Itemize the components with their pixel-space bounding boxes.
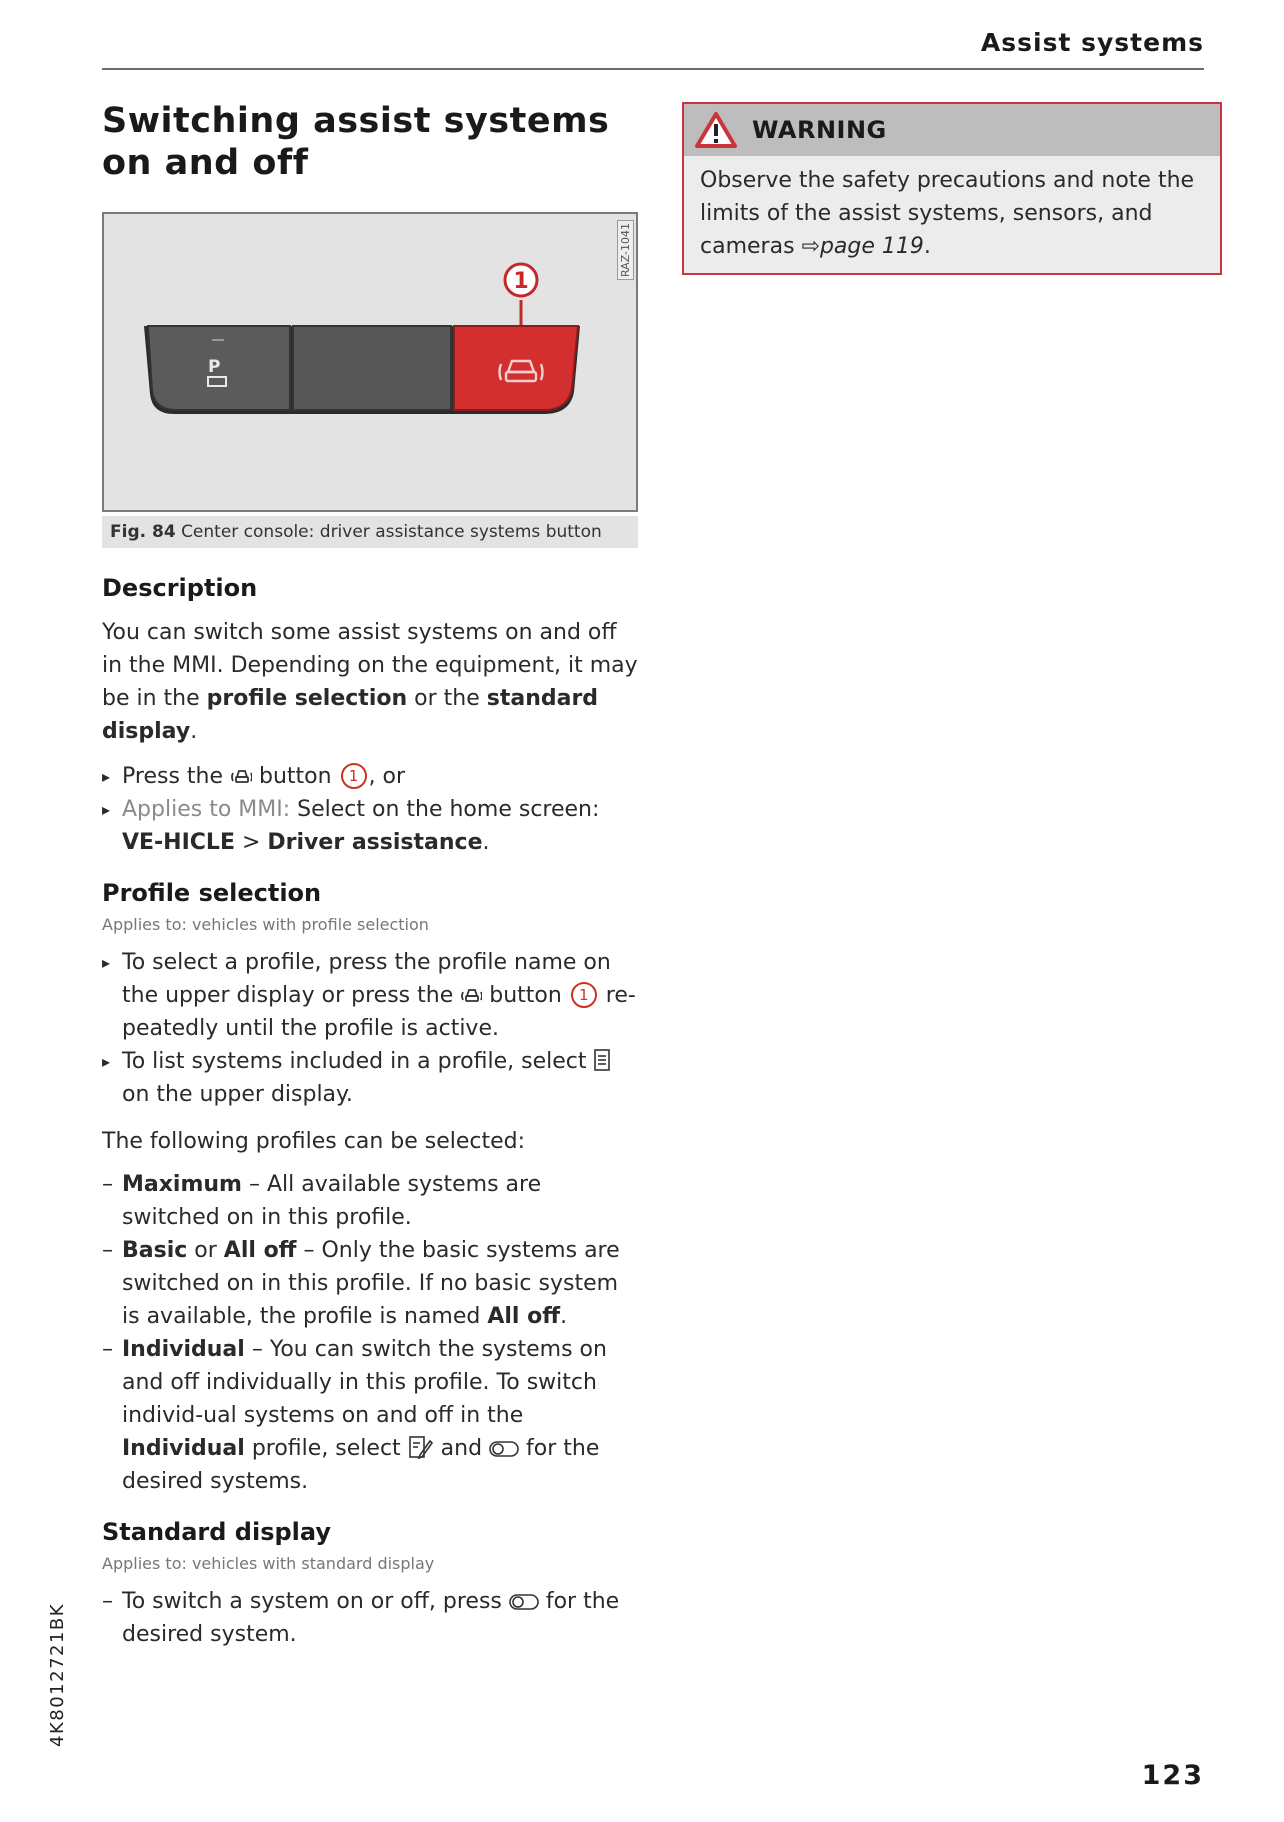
standard-display-heading: Standard display: [102, 1518, 331, 1546]
warning-triangle-icon: [694, 111, 738, 149]
toggle-icon: [509, 1592, 539, 1612]
all-off-term: All off: [223, 1238, 297, 1263]
callout-1-icon: 1: [341, 763, 367, 789]
title-line-1: Switching assist systems: [102, 101, 610, 141]
vehicle-menu-term: VE-HICLE: [122, 830, 235, 855]
main-column: [102, 100, 642, 1651]
basic-or: or: [187, 1238, 224, 1263]
parking-icon: P: [208, 357, 221, 377]
toggle-icon: [489, 1439, 519, 1459]
warning-end: .: [923, 234, 931, 259]
edit-list-icon: [408, 1435, 434, 1459]
car-assist-icon: [230, 767, 252, 787]
figure-label: Fig. 84: [110, 522, 176, 542]
list-icon: [593, 1048, 611, 1072]
standard-display-list: [102, 1585, 642, 1651]
profile-individual: [102, 1333, 642, 1498]
basic-term: Basic: [122, 1238, 188, 1263]
header-divider: [102, 68, 1204, 70]
center-console-illustration: [104, 214, 636, 510]
step-mmi-select: [102, 793, 642, 859]
step1-text-2: button: [252, 764, 339, 789]
step2-separator: >: [234, 830, 268, 855]
basic-text: – Only the basic systems are switched on in this profile. If no basic system is available, the profile is named: [122, 1238, 620, 1329]
step1-text-3: , or: [368, 764, 406, 789]
all-off-term-2: All off: [487, 1304, 561, 1329]
standard-text-2: for the desired system.: [122, 1589, 620, 1647]
individual-and: and: [433, 1436, 490, 1461]
middle-button: [293, 326, 451, 410]
step-select-profile: [102, 946, 642, 1045]
description-text-3: .: [190, 719, 198, 744]
warning-box: [682, 102, 1222, 275]
car-assist-icon: [460, 986, 482, 1006]
description-steps: [102, 760, 642, 859]
standard-text-1: To switch a system on or off, press: [122, 1589, 509, 1614]
profiles-intro: The following profiles can be selected:: [102, 1129, 526, 1154]
section-title: Assist systems: [980, 28, 1204, 57]
callout-number: 1: [513, 269, 529, 294]
profile-basic: [102, 1234, 642, 1333]
profile-steps: [102, 946, 642, 1111]
description-text-1: You can switch some assist systems on and off in the MMI. Depending on the equipment, it may be in the: [102, 620, 638, 711]
description-paragraph: [102, 616, 642, 748]
title-line-2: on and off: [102, 143, 309, 183]
basic-end: .: [560, 1304, 568, 1329]
step2-text: Select on the home screen:: [290, 797, 600, 822]
profile-selection-term: profile selection: [206, 686, 408, 711]
individual-text-2: profile, select: [244, 1436, 408, 1461]
standard-applies-note: Applies to: vehicles with standard display: [102, 1554, 435, 1573]
page-number: 123: [1141, 1760, 1204, 1791]
document-code: 4K8012721BK: [47, 1602, 68, 1747]
description-text-2: or the: [407, 686, 487, 711]
standard-display-item: [102, 1585, 642, 1651]
callout-1-icon: 1: [571, 982, 597, 1008]
profile-step1-text-3: re-peatedly until the profile is active.: [122, 983, 636, 1041]
step2-end: .: [482, 830, 490, 855]
step-list-systems: [102, 1045, 642, 1111]
individual-end: for the desired systems.: [122, 1436, 600, 1494]
standard-display-term: standard display: [102, 686, 599, 744]
warning-label: WARNING: [752, 116, 887, 144]
page-ref-arrow-icon: ⇨: [801, 234, 820, 259]
step-press-button: [102, 760, 642, 793]
profile-selection-heading: Profile selection: [102, 879, 322, 907]
individual-term: Individual: [122, 1337, 245, 1362]
description-heading: Description: [102, 574, 258, 602]
profile-step2-text-1: To list systems included in a profile, select: [122, 1049, 594, 1074]
page-title: [102, 100, 642, 184]
profile-list: [102, 1168, 642, 1498]
maximum-term: Maximum: [122, 1172, 242, 1197]
driver-assistance-term: Driver assistance: [267, 830, 483, 855]
applies-to-mmi: Applies to MMI:: [122, 797, 291, 822]
warning-header: [684, 104, 1220, 156]
maximum-text: – All available systems are switched on in this profile.: [122, 1172, 542, 1230]
profile-step2-text-2: on the upper display.: [122, 1082, 353, 1107]
figure-code: RAZ-1041: [617, 220, 634, 280]
profile-maximum: [102, 1168, 642, 1234]
figure-caption: [102, 516, 638, 548]
profile-step1-text-1: To select a profile, press the profile name on the upper display or press the: [122, 950, 611, 1008]
figure-caption-text: Center console: driver assistance systems button: [181, 522, 602, 542]
individual-term-2: Individual: [122, 1436, 245, 1461]
warning-body-text: Observe the safety precautions and note the limits of the assist systems, sensors, and cameras: [700, 168, 1195, 259]
driver-assistance-button: [454, 326, 578, 410]
profile-step1-text-2: button: [482, 983, 569, 1008]
step1-text-1: Press the: [122, 764, 230, 789]
figure-84: [102, 212, 638, 512]
warning-text: [684, 156, 1220, 273]
individual-text-1: – You can switch the systems on and off individually in this profile. To switch individ-ual systems on and off in the: [122, 1337, 607, 1428]
page-reference-link[interactable]: page 119: [819, 234, 924, 259]
profile-applies-note: Applies to: vehicles with profile selection: [102, 915, 429, 934]
